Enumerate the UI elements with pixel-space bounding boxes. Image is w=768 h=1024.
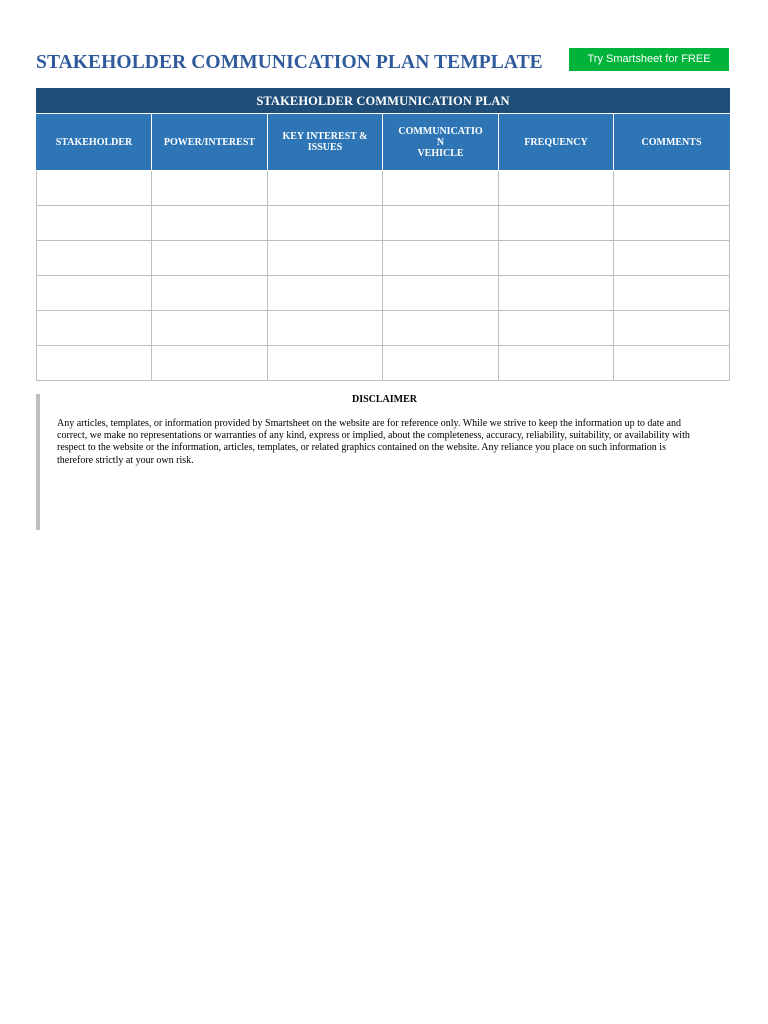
table-cell[interactable]	[383, 241, 499, 276]
table-cell[interactable]	[383, 311, 499, 346]
table-cell[interactable]	[614, 241, 730, 276]
table-cell[interactable]	[383, 346, 499, 381]
table-cell[interactable]	[614, 346, 730, 381]
try-smartsheet-button[interactable]: Try Smartsheet for FREE	[569, 48, 729, 71]
table-cell[interactable]	[37, 171, 152, 206]
table-cell[interactable]	[152, 276, 268, 311]
table-cell[interactable]	[383, 276, 499, 311]
table-cell[interactable]	[499, 206, 614, 241]
table-cell[interactable]	[37, 311, 152, 346]
table-cell[interactable]	[37, 276, 152, 311]
table-cell[interactable]	[499, 346, 614, 381]
table-cell[interactable]	[268, 171, 383, 206]
table-cell[interactable]	[268, 346, 383, 381]
table-cell[interactable]	[268, 241, 383, 276]
disclaimer-title: DISCLAIMER	[351, 394, 417, 405]
disclaimer-text: Any articles, templates, or information provided by Smartsheet on the website are for reference only. While we strive to keep the information up to date and correct, we make no representations or warranties of any kind, express or implied, about the completeness, accuracy, reliability, suitability, or availability with respect to the website or the information, articles, templates, or related graphics contained on the website. Any reliance you place on such information is therefore strictly at your own risk.	[57, 418, 690, 466]
table-cell[interactable]	[499, 311, 614, 346]
disclaimer-box	[36, 394, 729, 530]
column-header-communication-vehicle: COMMUNICATIO N VEHICLE	[383, 114, 499, 171]
table-cell[interactable]	[37, 206, 152, 241]
column-header-power-interest: POWER/INTEREST	[152, 114, 268, 171]
table-cell[interactable]	[614, 276, 730, 311]
table-cell[interactable]	[499, 241, 614, 276]
column-header-frequency: FREQUENCY	[499, 114, 614, 171]
column-header-stakeholder: STAKEHOLDER	[37, 114, 152, 171]
table-cell[interactable]	[152, 346, 268, 381]
table-cell[interactable]	[268, 276, 383, 311]
table-cell[interactable]	[268, 206, 383, 241]
table-cell[interactable]	[383, 206, 499, 241]
table-cell[interactable]	[614, 311, 730, 346]
communication-plan-table	[36, 88, 730, 381]
table-cell[interactable]	[383, 171, 499, 206]
table-row	[37, 346, 730, 381]
column-header-comments: COMMENTS	[614, 114, 730, 171]
table-cell[interactable]	[152, 206, 268, 241]
table-cell[interactable]	[37, 241, 152, 276]
table-row	[37, 311, 730, 346]
table-cell[interactable]	[37, 346, 152, 381]
table-banner-row	[37, 89, 730, 114]
table-row	[37, 241, 730, 276]
table-cell[interactable]	[152, 311, 268, 346]
table-row	[37, 206, 730, 241]
table-cell[interactable]	[614, 206, 730, 241]
page-title: STAKEHOLDER COMMUNICATION PLAN TEMPLATE	[36, 52, 543, 73]
table-cell[interactable]	[152, 171, 268, 206]
table-cell[interactable]	[614, 171, 730, 206]
table-row	[37, 276, 730, 311]
table-row	[37, 171, 730, 206]
table-header-row	[37, 114, 730, 171]
column-header-key-interest: KEY INTEREST & ISSUES	[268, 114, 383, 171]
table-cell[interactable]	[499, 276, 614, 311]
table-cell[interactable]	[152, 241, 268, 276]
table-banner: STAKEHOLDER COMMUNICATION PLAN	[37, 89, 730, 114]
table-cell[interactable]	[268, 311, 383, 346]
table-cell[interactable]	[499, 171, 614, 206]
